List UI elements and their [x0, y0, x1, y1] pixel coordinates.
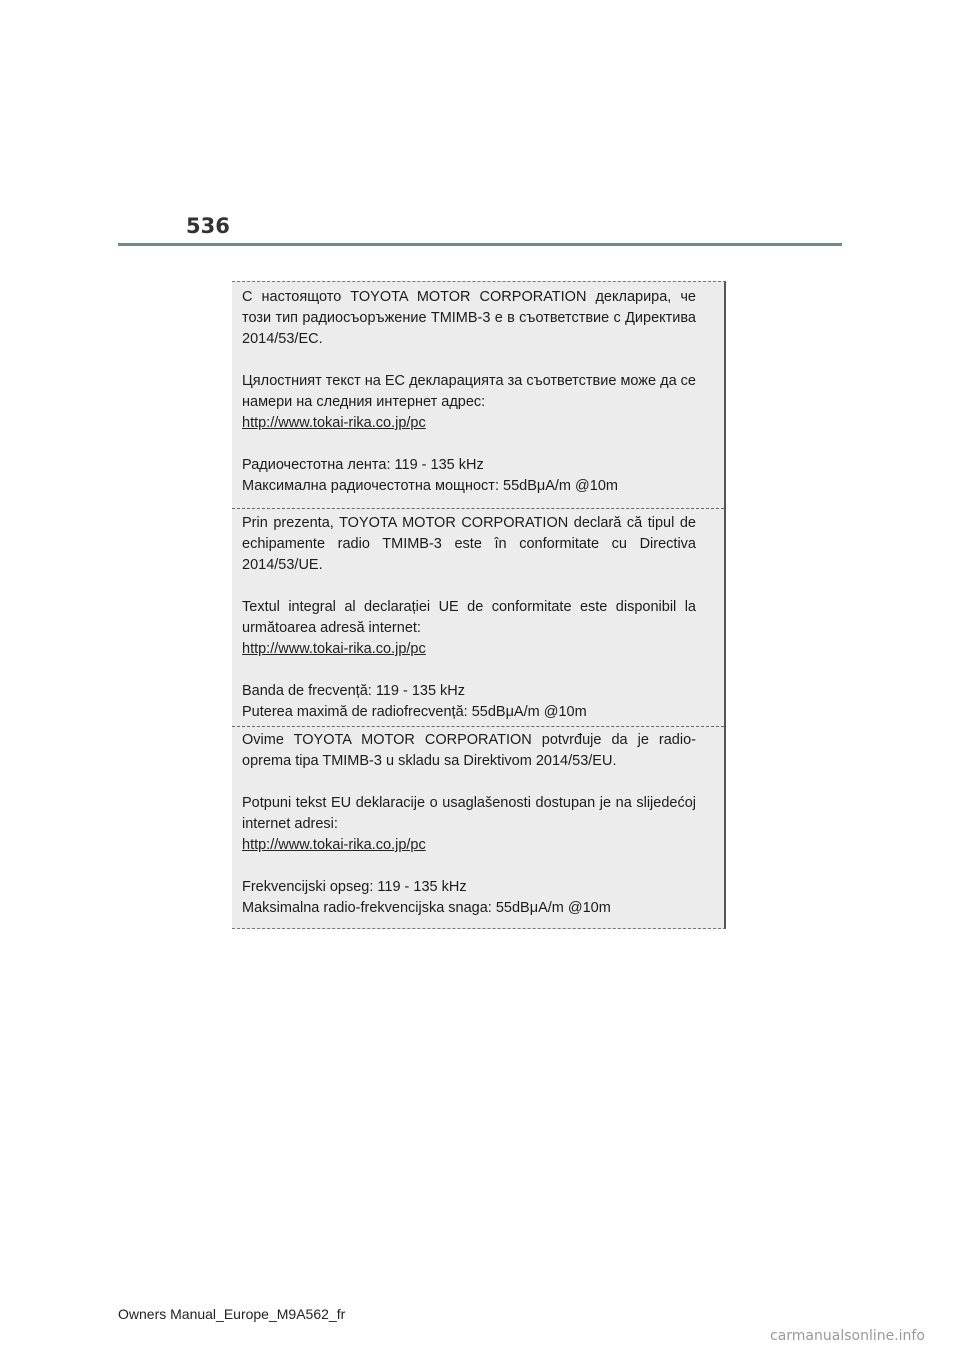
frequency-band: Frekvencijski opseg: 119 - 135 kHz — [242, 879, 467, 895]
footer-manual-id: Owners Manual_Europe_M9A562_fr — [118, 1306, 346, 1322]
max-power: Puterea maximă de radiofrecvență: 55dBμA/m @10m — [242, 704, 587, 720]
declaration-text: Ovime TOYOTA MOTOR CORPORATION potvrđuje da je radio-oprema tipa TMIMB-3 u skladu sa Direktivom 2014/53/EU. — [242, 732, 696, 769]
full-text-notice: Potpuni tekst EU deklaracije o usaglašenosti dostupan je na slijedećoj internet adresi: — [242, 795, 696, 832]
declaration-link[interactable]: http://www.tokai-rika.co.jp/pc — [242, 837, 426, 853]
max-power: Максимална радиочестотна мощност: 55dBμA/m @10m — [242, 478, 618, 494]
full-text-notice: Textul integral al declarației UE de conformitate este disponibil la următoarea adresă internet: — [242, 599, 696, 636]
declaration-block-romanian — [232, 508, 724, 726]
declaration-text: С настоящото TOYOTA MOTOR CORPORATION декларира, че този тип радиосъоръжение TMIMB-3 е в съответствие с Директива 2014/53/ЕС. — [242, 289, 696, 347]
declaration-panel — [232, 281, 726, 929]
header-rule — [118, 243, 842, 246]
watermark: carmanualsonline.info — [770, 1328, 925, 1344]
frequency-band: Banda de frecvență: 119 - 135 kHz — [242, 683, 466, 699]
declaration-block-bulgarian — [232, 282, 724, 508]
declaration-link[interactable]: http://www.tokai-rika.co.jp/pc — [242, 415, 426, 431]
declaration-block-bosnian — [232, 726, 724, 930]
declaration-link[interactable]: http://www.tokai-rika.co.jp/pc — [242, 641, 426, 657]
frequency-band: Радиочестотна лента: 119 - 135 kHz — [242, 457, 484, 473]
max-power: Maksimalna radio-frekvencijska snaga: 55dBμA/m @10m — [242, 900, 611, 916]
full-text-notice: Цялостният текст на ЕС декларацията за съответствие може да се намери на следния интернет адрес: — [242, 373, 696, 410]
declaration-text: Prin prezenta, TOYOTA MOTOR CORPORATION declară că tipul de echipamente radio TMIMB-3 este în conformitate cu Directiva 2014/53/UE. — [242, 515, 696, 573]
page-number: 536 — [186, 214, 230, 238]
